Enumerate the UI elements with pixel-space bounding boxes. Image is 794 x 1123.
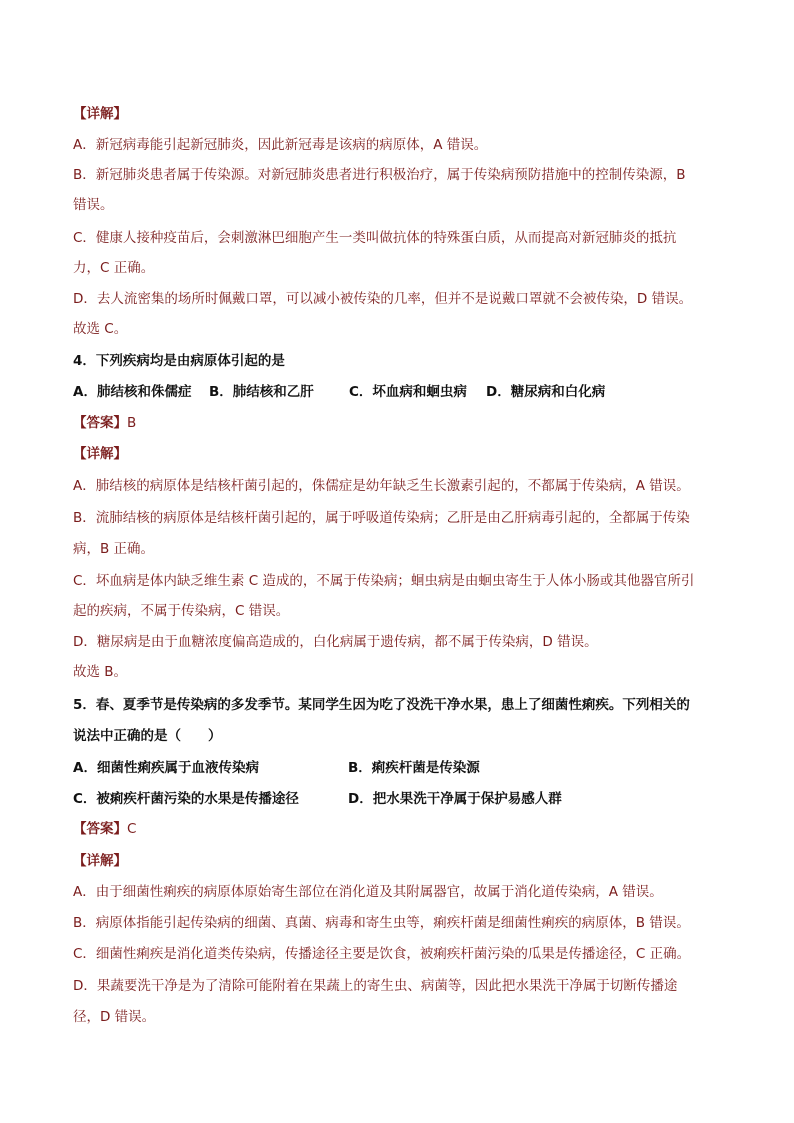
explanation-line: D．糖尿病是由于血糖浓度偏高造成的，白化病属于遗传病，都不属于传染病，D 错误。 — [73, 634, 598, 650]
detail-label: 【详解】 — [73, 853, 127, 869]
explanation-line: D．果蔬要洗干净是为了清除可能附着在果蔬上的寄生虫、病菌等，因此把水果洗干净属于切断传播途 — [73, 978, 678, 994]
option-a: A．细菌性痢疾属于血液传染病 — [73, 760, 259, 776]
explanation-line: A．新冠病毒能引起新冠肺炎，因此新冠毒是该病的病原体，A 错误。 — [73, 137, 488, 153]
explanation-line: 起的疾病，不属于传染病，C 错误。 — [73, 603, 290, 619]
option-d: D．把水果洗干净属于保护易感人群 — [348, 791, 562, 807]
answer-line — [73, 819, 136, 839]
conclusion-line: 故选 C。 — [73, 321, 128, 337]
options-line-combined — [0, 0, 1, 1]
explanation-line: B．病原体指能引起传染病的细菌、真菌、病毒和寄生虫等，痢疾杆菌是细菌性痢疾的病原体，B 错误。 — [73, 915, 690, 931]
question-stem: 5．春、夏季节是传染病的多发季节。某同学生因为吃了没洗干净水果，患上了细菌性痢疾。下列相关的 — [73, 697, 690, 713]
explanation-line: B．新冠肺炎患者属于传染源。对新冠肺炎患者进行积极治疗，属于传染病预防措施中的控制传染源，B — [73, 167, 686, 183]
detail-label: 【详解】 — [73, 446, 127, 462]
answer-value: C — [127, 821, 137, 837]
explanation-line: 病，B 正确。 — [73, 541, 155, 557]
explanation-line: B．流肺结核的病原体是结核杆菌引起的，属于呼吸道传染病；乙肝是由乙肝病毒引起的，全都属于传染 — [73, 510, 690, 526]
conclusion-line: 故选 B。 — [73, 664, 128, 680]
detail-label: 【详解】 — [73, 106, 127, 122]
explanation-line: C．细菌性痢疾是消化道类传染病，传播途径主要是饮食，被痢疾杆菌污染的瓜果是传播途径，C 正确。 — [73, 946, 691, 962]
explanation-line: 错误。 — [73, 197, 114, 213]
explanation-line: A．肺结核的病原体是结核杆菌引起的，侏儒症是幼年缺乏生长激素引起的，不都属于传染病，A 错误。 — [73, 478, 690, 494]
option-c: C．坏血病和蛔虫病 — [349, 384, 467, 400]
explanation-line: C．坏血病是体内缺乏维生素 C 造成的，不属于传染病；蛔虫病是由蛔虫寄生于人体小肠或其他器官所引 — [73, 573, 695, 589]
question-stem-cont: 说法中正确的是（ ） — [73, 728, 222, 744]
explanation-line: 径，D 错误。 — [73, 1009, 156, 1025]
answer-label: 【答案】 — [73, 415, 127, 431]
option-b: B．肺结核和乙肝 — [209, 384, 314, 400]
explanation-line: A．由于细菌性痢疾的病原体原始寄生部位在消化道及其附属器官，故属于消化道传染病，A 错误。 — [73, 884, 663, 900]
explanation-line: C．健康人接种疫苗后，会刺激淋巴细胞产生一类叫做抗体的特殊蛋白质，从而提高对新冠肺炎的抵抗 — [73, 230, 677, 246]
answer-line — [73, 413, 136, 433]
option-a: A．肺结核和侏儒症 — [73, 384, 192, 400]
option-c: C．被痢疾杆菌污染的水果是传播途径 — [73, 791, 299, 807]
explanation-line: D．去人流密集的场所时佩戴口罩，可以减小被传染的几率，但并不是说戴口罩就不会被传染，D 错误。 — [73, 291, 693, 307]
question-stem: 4．下列疾病均是由病原体引起的是 — [73, 353, 285, 369]
answer-label: 【答案】 — [73, 821, 127, 837]
answer-value: B — [127, 415, 137, 431]
explanation-line: 力，C 正确。 — [73, 260, 155, 276]
option-b: B．痢疾杆菌是传染源 — [348, 760, 480, 776]
option-d: D．糖尿病和白化病 — [486, 384, 606, 400]
